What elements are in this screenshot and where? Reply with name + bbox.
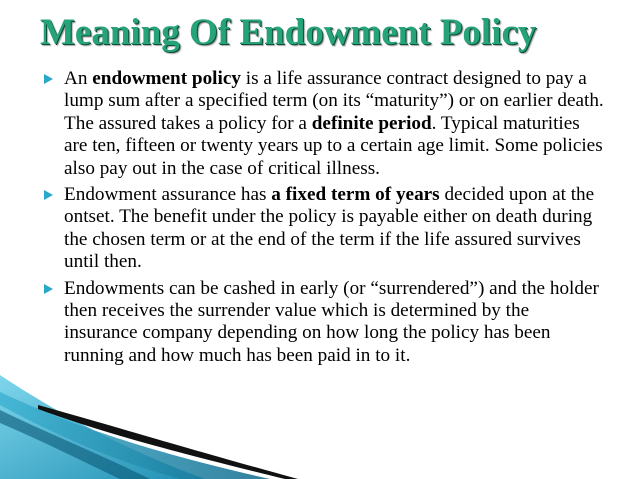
text-segment: . Typical maturities are ten, fifteen or twenty years up to a certain age limit. Some policies also pay out in the case of critical illness. bbox=[64, 112, 603, 179]
paragraph-surrender bbox=[44, 278, 604, 368]
bold-term-definite-period: definite period bbox=[311, 112, 432, 134]
text-segment: decided upon at the ontset. The benefit under the policy is payable either on death during the chosen term or at the end of the term if the life assured survives until then. bbox=[64, 184, 595, 273]
text-segment: is a life assurance contract designed to pay a lump sum after a specified term (on its “maturity”) or on earlier death. The assured takes a policy for a bbox=[64, 68, 604, 134]
bold-term-endowment-policy: endowment policy bbox=[92, 68, 241, 89]
triangle-bullet-icon bbox=[44, 190, 53, 200]
paragraph-endowment-definition bbox=[44, 68, 604, 180]
bold-term-fixed-term: a fixed term of years bbox=[271, 184, 440, 206]
paragraph-fixed-term bbox=[44, 184, 604, 274]
slide-body bbox=[44, 68, 604, 371]
triangle-bullet-icon bbox=[44, 284, 53, 294]
text-segment: An bbox=[64, 68, 93, 89]
slide-title: Meaning Of Endowment Policy bbox=[40, 12, 537, 53]
text-segment: Endowments can be cashed in early (or “surrendered”) and the holder then receives the surrender value which is determined by the insurance company depending on how long the policy has been running and how much has been paid in to it. bbox=[64, 277, 599, 366]
triangle-bullet-icon bbox=[44, 74, 53, 84]
text-segment: Endowment assurance has bbox=[64, 184, 272, 206]
